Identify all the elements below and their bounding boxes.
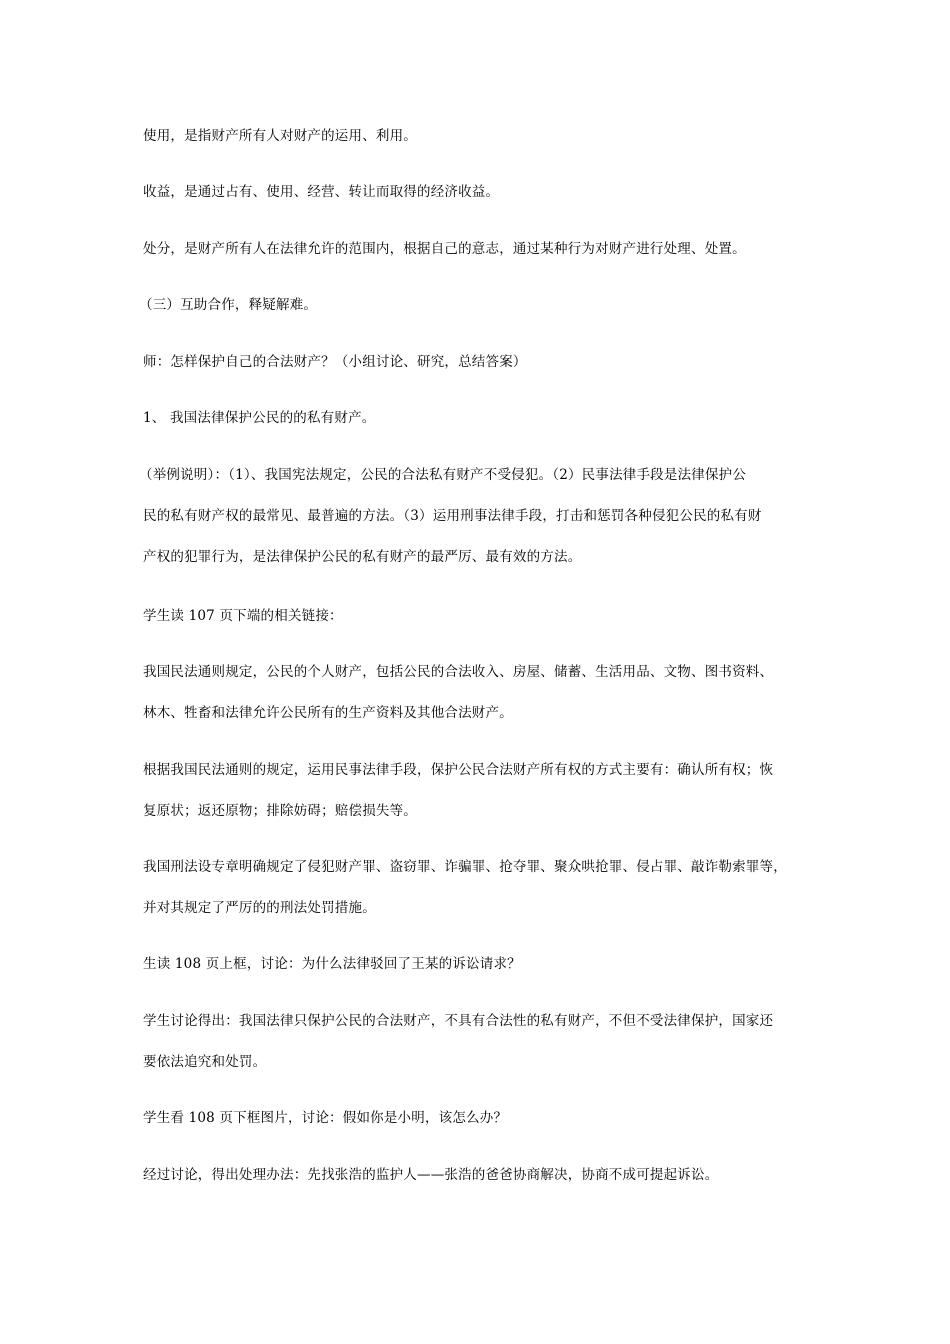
text-line: 民的私有财产权的最常见、最普遍的方法。（3）运用刑事法律手段，打击和惩罚各种侵犯公民的私有财 [143,508,762,524]
paragraph-criminal-law [143,847,815,929]
text-line: 学生读 107 页下端的相关链接： [143,608,343,624]
paragraph-student-views-108-bottom [143,1098,815,1139]
text-line: （三）互助合作，释疑解难。 [139,297,318,313]
text-line: 产权的犯罪行为，是法律保护公民的私有财产的最严厉、最有效的方法。 [143,549,582,565]
paragraph-civil-remedies [143,750,815,832]
text-line: 处分，是财产所有人在法律允许的范围内，根据自己的意志，通过某种行为对财产进行处理、处置。 [143,241,746,257]
text-line: 我国民法通则规定，公民的个人财产，包括公民的合法收入、房屋、储蓄、生活用品、文物、图书资料、 [143,664,774,680]
text-line: 并对其规定了严厉的的刑法处罚措施。 [143,900,376,916]
numbered-point-1 [143,398,815,439]
text-line: 使用，是指财产所有人对财产的运用、利用。 [143,128,417,144]
text-line: 复原状；返还原物；排除妨碍；赔偿损失等。 [143,803,417,819]
text-line: 收益，是通过占有、使用、经营、转让而取得的经济收益。 [143,184,500,200]
paragraph-examples [139,455,811,578]
text-line: 我国刑法设专章明确规定了侵犯财产罪、盗窃罪、诈骗罪、抢夺罪、聚众哄抢罪、侵占罪、敲诈勒索罪等， [143,859,787,875]
text-line: 师：怎样保护自己的合法财产？（小组讨论、研究，总结答案） [143,354,527,370]
text-line: （举例说明）：（1）、我国宪法规定，公民的合法私有财产不受侵犯。（2）民事法律手段是法律保护公 [139,467,747,483]
paragraph-use-definition [143,116,815,157]
text-line: 生读 108 页上框，讨论：为什么法律驳回了王某的诉讼请求？ [143,956,521,972]
paragraph-teacher-question [143,342,815,383]
paragraph-student-reads-108-top [143,944,815,985]
section-heading-3 [139,285,811,326]
paragraph-discussion-conclusion [143,1001,815,1083]
text-line: 学生讨论得出：我国法律只保护公民的合法财产，不具有合法性的私有财产，不但不受法律保护，国家还 [143,1013,774,1029]
paragraph-civil-law-property [143,652,815,734]
text-line: 要依法追究和处罚。 [143,1054,267,1070]
paragraph-disposal-definition [143,229,815,270]
text-line: 学生看 108 页下框图片，讨论：假如你是小明，该怎么办？ [143,1110,508,1126]
paragraph-student-reads-107 [143,596,815,637]
paragraph-resolution [143,1155,815,1196]
text-line: 根据我国民法通则的规定，运用民事法律手段，保护公民合法财产所有权的方式主要有：确认所有权；恢 [143,762,774,778]
text-line: 经过讨论，得出处理办法：先找张浩的监护人——张浩的爸爸协商解决，协商不成可提起诉讼。 [143,1167,719,1183]
text-line: 林木、牲畜和法律允许公民所有的生产资料及其他合法财产。 [143,705,513,721]
text-line: 1、 我国法律保护公民的的私有财产。 [143,410,376,426]
paragraph-income-definition [143,172,815,213]
